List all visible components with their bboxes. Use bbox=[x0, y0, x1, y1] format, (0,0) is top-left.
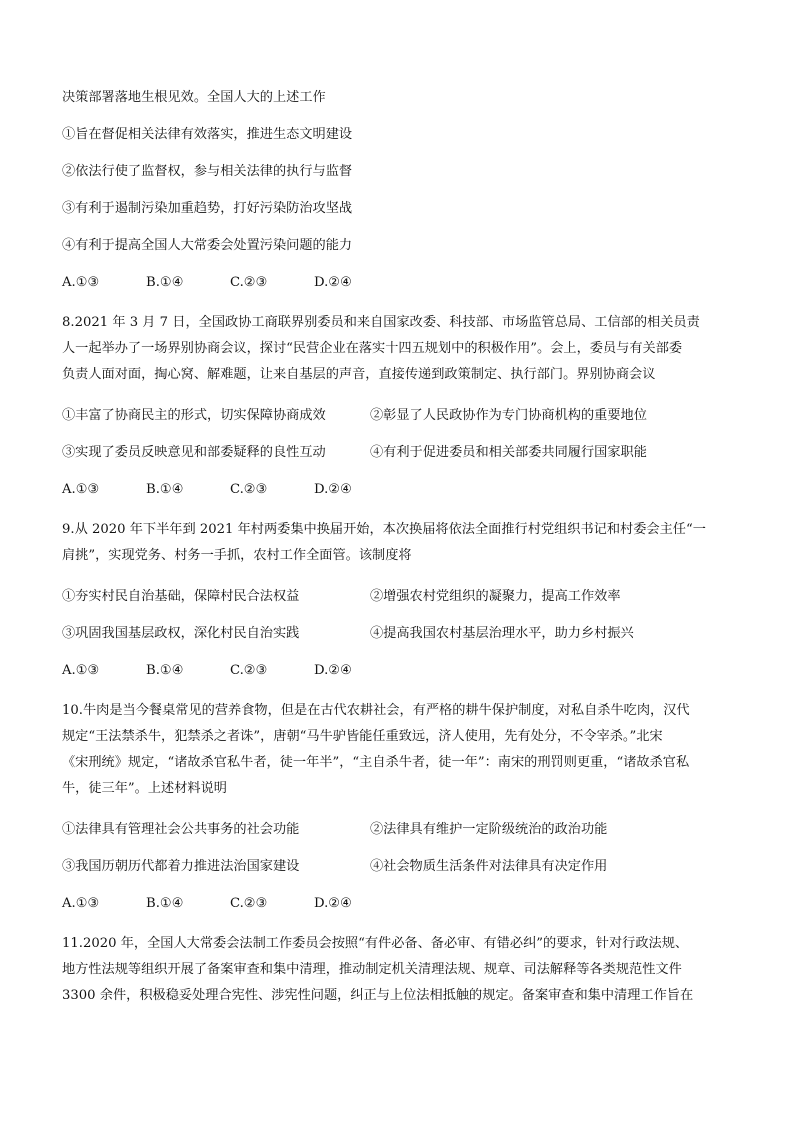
answer-choice-b: B.①④ bbox=[146, 482, 184, 497]
question-8-answers bbox=[62, 480, 738, 499]
question-11-stem-line-2: 地方性法规等组织开展了备案审查和集中清理，推动制定机关清理法规、规章、司法解释等各类规范性文件 bbox=[62, 962, 682, 977]
answer-choice-a: A.①③ bbox=[62, 275, 100, 290]
question-8-stem-line-2: 人一起举办了一场界别协商会议，探讨“民营企业在落实十四五规划中的积极作用”。会上，委员与有关部委 bbox=[62, 341, 683, 356]
question-10-option-1: ①法律具有管理社会公共事务的社会功能 bbox=[62, 822, 300, 837]
answer-choice-c: C.②③ bbox=[230, 482, 268, 497]
question-10-option-4: ④社会物质生活条件对法律具有决定作用 bbox=[370, 859, 608, 874]
question-9-option-row-2 bbox=[62, 624, 738, 643]
answer-choice-b: B.①④ bbox=[146, 275, 184, 290]
question-10-stem-line-3: 《宋刑统》规定，“诸故杀官私牛者，徒一年半”，“主自杀牛者，徒一年”：南宋的刑罚则更重，“诸故杀官私 bbox=[62, 755, 690, 770]
question-9-option-4: ④提高我国农村基层治理水平，助力乡村振兴 bbox=[370, 626, 634, 641]
question-10-stem-line-4: 牛，徒三年”。上述材料说明 bbox=[62, 781, 227, 796]
question-8-option-3: ③实现了委员反映意见和部委疑释的良性互动 bbox=[62, 445, 326, 460]
answer-choice-b: B.①④ bbox=[146, 896, 184, 911]
question-7-option-4: ④有利于提高全国人大常委会处置污染问题的能力 bbox=[62, 238, 353, 253]
question-8-stem-line-1: 8.2021 年 3 月 7 日，全国政协工商联界别委员和来自国家改委、科技部、市场监管总局、工信部的相关员责 bbox=[62, 315, 700, 330]
question-9-option-2: ②增强农村党组织的凝聚力，提高工作效率 bbox=[370, 589, 621, 604]
question-7-option-1: ①旨在督促相关法律有效落实，推进生态文明建设 bbox=[62, 127, 353, 142]
question-9-stem-line-1: 9.从 2020 年下半年到 2021 年村两委集中换届开始，本次换届将依法全面推行村党组织书记和村委会主任“一 bbox=[62, 522, 706, 537]
question-8-option-row-2 bbox=[62, 443, 738, 462]
question-10 bbox=[62, 698, 738, 913]
question-9-option-3: ③巩固我国基层政权，深化村民自治实践 bbox=[62, 626, 300, 641]
answer-choice-c: C.②③ bbox=[230, 275, 268, 290]
question-10-option-3: ③我国历朝历代都着力推进法治国家建设 bbox=[62, 859, 300, 874]
answer-choice-c: C.②③ bbox=[230, 896, 268, 911]
answer-choice-a: A.①③ bbox=[62, 663, 100, 678]
question-11-stem-line-3: 3300 余件，积极稳妥处理合宪性、涉宪性问题，纠正与上位法相抵触的规定。备案审查和集中清理工作旨在 bbox=[62, 988, 694, 1003]
question-10-option-row-2 bbox=[62, 857, 738, 876]
question-11-stem-line-1: 11.2020 年，全国人大常委会法制工作委员会按照“有件必备、备必审、有错必纠”的要求，针对行政法规、 bbox=[62, 936, 689, 951]
question-9-option-1: ①夯实村民自治基础，保障村民合法权益 bbox=[62, 589, 300, 604]
question-11 bbox=[62, 931, 738, 1009]
question-10-answers bbox=[62, 894, 738, 913]
question-9 bbox=[62, 517, 738, 680]
question-10-stem-line-1: 10.牛肉是当今餐桌常见的营养食物，但是在古代农耕社会，有严格的耕牛保护制度，对私自杀牛吃肉，汉代 bbox=[62, 703, 690, 718]
question-10-option-row-1 bbox=[62, 820, 738, 839]
answer-choice-c: C.②③ bbox=[230, 663, 268, 678]
answer-choice-d: D.②④ bbox=[314, 896, 352, 911]
question-8-option-4: ④有利于促进委员和相关部委共同履行国家职能 bbox=[370, 445, 647, 460]
question-8 bbox=[62, 310, 738, 499]
question-9-answers bbox=[62, 661, 738, 680]
question-7-option-3: ③有利于遏制污染加重趋势，打好污染防治攻坚战 bbox=[62, 201, 353, 216]
question-10-stem-line-2: 规定“王法禁杀牛，犯禁杀之者诛”，唐朝“马牛驴皆能任重致远，济人使用，先有处分，不令宰杀。”北宋 bbox=[62, 729, 663, 744]
exam-page bbox=[62, 88, 738, 1009]
question-9-option-row-1 bbox=[62, 587, 738, 606]
answer-choice-d: D.②④ bbox=[314, 275, 352, 290]
answer-choice-d: D.②④ bbox=[314, 663, 352, 678]
question-7-answers bbox=[62, 273, 738, 292]
question-7 bbox=[62, 88, 738, 292]
question-8-option-2: ②彰显了人民政协作为专门协商机构的重要地位 bbox=[370, 408, 647, 423]
answer-choice-a: A.①③ bbox=[62, 482, 100, 497]
question-8-option-row-1 bbox=[62, 406, 738, 425]
question-8-option-1: ①丰富了协商民主的形式，切实保障协商成效 bbox=[62, 408, 326, 423]
question-10-option-2: ②法律具有维护一定阶级统治的政治功能 bbox=[370, 822, 608, 837]
answer-choice-d: D.②④ bbox=[314, 482, 352, 497]
question-8-stem-line-3: 负责人面对面，掏心窝、解难题，让来自基层的声音，直接传递到政策制定、执行部门。界别协商会议 bbox=[62, 367, 656, 382]
question-7-stem: 决策部署落地生根见效。全国人大的上述工作 bbox=[62, 90, 326, 105]
answer-choice-a: A.①③ bbox=[62, 896, 100, 911]
answer-choice-b: B.①④ bbox=[146, 663, 184, 678]
question-9-stem-line-2: 肩挑”，实现党务、村务一手抓，农村工作全面管。该制度将 bbox=[62, 548, 412, 563]
question-7-option-2: ②依法行使了监督权，参与相关法律的执行与监督 bbox=[62, 164, 353, 179]
